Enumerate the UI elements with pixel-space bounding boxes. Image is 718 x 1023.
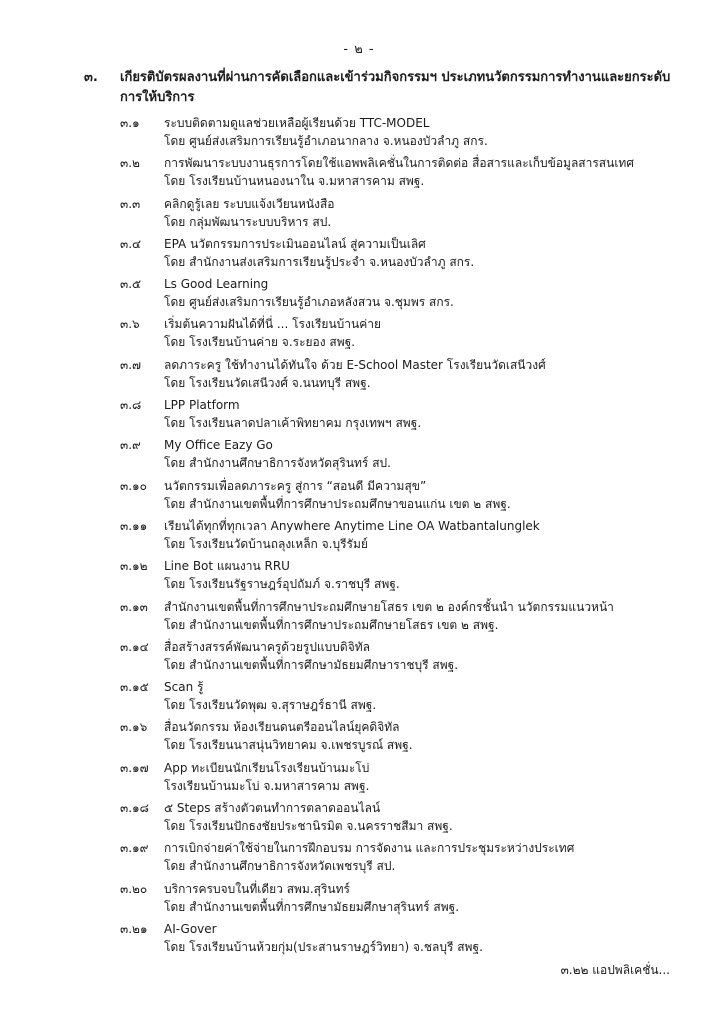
item-number: ๓.๑๓	[120, 599, 148, 614]
item-number: ๓.๑๒	[120, 559, 148, 574]
item-number: ๓.๕	[120, 277, 142, 292]
list-item	[120, 235, 690, 275]
item-title: Line Bot แผนงาน RRU	[164, 559, 290, 574]
item-number: ๓.๖	[120, 317, 140, 332]
item-number: ๓.๑๐	[120, 478, 147, 493]
item-title: สื่อนวัตกรรม ห้องเรียนดนตรีออนไลน์ยุคดิจิทัล	[164, 720, 400, 735]
item-number: ๓.๓	[120, 196, 141, 211]
item-title: App ทะเบียนนักเรียนโรงเรียนบ้านมะโบ่	[164, 760, 370, 775]
list-item	[120, 396, 690, 436]
list-item	[120, 315, 690, 355]
item-organization: โดย โรงเรียนวัดเสนีวงศ์ จ.นนทบุรี สพฐ.	[164, 375, 371, 390]
item-number: ๓.๘	[120, 398, 142, 413]
item-organization: โดย สำนักงานส่งเสริมการเรียนรู้ประจำ จ.หนองบัวลำภู สกร.	[164, 254, 475, 269]
item-organization: โดย สำนักงานเขตพื้นที่การศึกษาประถมศึกษายโสธร เขต ๒ สพฐ.	[164, 617, 499, 632]
item-number: ๓.๑	[120, 116, 140, 130]
item-title: LPP Platform	[164, 398, 240, 413]
list-item	[120, 557, 690, 597]
item-number: ๓.๑๘	[120, 801, 149, 816]
list-item	[120, 195, 690, 235]
item-organization: โดย โรงเรียนนาสนุ่นวิทยาคม จ.เพชรบูรณ์ สพฐ.	[164, 738, 413, 753]
item-title: ๕ Steps สร้างตัวตนทำการตลาดออนไลน์	[164, 801, 381, 816]
list-item	[120, 477, 690, 517]
item-organization: โดย โรงเรียนปักธงชัยประชานิรมิต จ.นครราชสีมา สพฐ.	[164, 819, 453, 834]
item-number: ๓.๑๖	[120, 720, 148, 735]
item-organization: โดย สำนักงานเขตพื้นที่การศึกษามัธยมศึกษาราชบุรี สพฐ.	[164, 657, 459, 672]
list-item	[120, 759, 690, 799]
list-item	[120, 839, 690, 879]
item-title: Ls Good Learning	[164, 277, 269, 292]
list-item	[120, 598, 690, 638]
list-item	[120, 718, 690, 758]
item-number: ๓.๑๗	[120, 760, 149, 775]
item-number: ๓.๒๑	[120, 921, 148, 936]
item-title: ลดภาระครู ใช้ทำงานได้ทันใจ ด้วย E-School Master โรงเรียนวัดเสนีวงศ์	[164, 357, 546, 372]
item-number: ๓.๑๑	[120, 518, 148, 533]
list-item	[120, 517, 690, 557]
item-organization: โดย กลุ่มพัฒนาระบบบริหาร สป.	[164, 214, 332, 229]
item-number: ๓.๒๐	[120, 881, 148, 896]
item-organization: โดย สำนักงานศึกษาธิการจังหวัดเพชรบุรี สป.	[164, 859, 396, 874]
item-organization: โดย โรงเรียนรัฐราษฎร์อุปถัมภ์ จ.ราชบุรี สพฐ.	[164, 577, 400, 592]
list-item	[120, 678, 690, 718]
item-organization: โรงเรียนบ้านมะโบ่ จ.มหาสารคาม สพฐ.	[164, 778, 370, 793]
list-item	[120, 638, 690, 678]
item-organization: โดย โรงเรียนวัดบ้านถลุงเหล็ก จ.บุรีรัมย์	[164, 536, 368, 551]
item-organization: โดย โรงเรียนบ้านห้วยกุ่ม(ประสานราษฎร์วิทยา) จ.ชลบุรี สพฐ.	[164, 939, 483, 954]
continuation-text: ๓.๒๒ แอปพลิเคชั่น...	[560, 963, 670, 977]
item-number: ๓.๒	[120, 156, 140, 171]
list-item	[120, 799, 690, 839]
list-item	[120, 920, 690, 960]
item-title: บริการครบจบในที่เดียว สพม.สุรินทร์	[164, 881, 350, 896]
item-title: คลิกดูรู้เลย ระบบแจ้งเวียนหนังสือ	[164, 196, 335, 211]
item-title: สื่อสร้างสรรค์พัฒนาครูด้วยรูปแบบดิจิทัล	[164, 639, 370, 654]
item-organization: โดย สำนักงานเขตพื้นที่การศึกษาประถมศึกษาขอนแก่น เขต ๒ สพฐ.	[164, 496, 511, 511]
section-heading	[84, 68, 684, 108]
item-organization: โดย โรงเรียนบ้านหนองนาใน จ.มหาสารคาม สพฐ.	[164, 174, 425, 189]
item-title: EPA นวัตกรรมการประเมินออนไลน์ สู่ความเป็นเลิศ	[164, 236, 426, 251]
item-title: การเบิกจ่ายค่าใช้จ่ายในการฝึกอบรม การจัดงาน และการประชุมระหว่างประเทศ	[164, 841, 575, 856]
item-number: ๓.๑๙	[120, 841, 149, 856]
item-title: เริ่มต้นความฝันได้ที่นี่ ... โรงเรียนบ้านค่าย	[164, 317, 382, 332]
item-title: เรียนได้ทุกที่ทุกเวลา Anywhere Anytime Line OA Watbantalunglek	[164, 518, 540, 533]
item-number: ๓.๙	[120, 438, 141, 453]
award-list	[120, 114, 690, 960]
item-organization: โดย สำนักงานเขตพื้นที่การศึกษามัธยมศึกษาสุรินทร์ สพฐ.	[164, 899, 460, 914]
item-organization: โดย โรงเรียนลาดปลาเค้าพิทยาคม กรุงเทพฯ สพฐ.	[164, 416, 422, 431]
list-item	[120, 275, 690, 315]
section-number: ๓.	[84, 70, 98, 85]
section-title: เกียรติบัตรผลงานที่ผ่านการคัดเลือกและเข้าร่วมกิจกรรมฯ ประเภทนวัตกรรมการทำงานและยกระดับการให้บริการ	[120, 70, 671, 105]
item-title: ระบบติดตามดูแลช่วยเหลือผู้เรียนด้วย TTC-MODEL	[164, 116, 430, 130]
item-title: Scan รู้	[164, 680, 204, 695]
page-number: - ๒ -	[343, 42, 375, 57]
item-title: My Office Eazy Go	[164, 438, 273, 453]
item-title: สำนักงานเขตพื้นที่การศึกษาประถมศึกษายโสธร เขต ๒ องค์กรชั้นนำ นวัตกรรมแนวหน้า	[164, 599, 614, 614]
list-item	[120, 880, 690, 920]
list-item	[120, 154, 690, 194]
item-number: ๓.๑๔	[120, 639, 149, 654]
item-title: AI-Gover	[164, 921, 217, 936]
item-title: นวัตกรรมเพื่อลดภาระครู สู่การ “สอนดี มีความสุข”	[164, 478, 427, 493]
item-number: ๓.๑๕	[120, 680, 149, 695]
item-organization: โดย โรงเรียนบ้านค่าย จ.ระยอง สพฐ.	[164, 335, 356, 350]
item-organization: โดย สำนักงานศึกษาธิการจังหวัดสุรินทร์ สป.	[164, 456, 391, 471]
list-item	[120, 114, 690, 154]
item-organization: โดย โรงเรียนวัดพุฒ จ.สุราษฎร์ธานี สพฐ.	[164, 698, 377, 713]
item-number: ๓.๗	[120, 357, 142, 372]
item-title: การพัฒนาระบบงานธุรการโดยใช้แอพพลิเคชั่นในการติดต่อ สื่อสารและเก็บข้อมูลสารสนเทศ	[164, 156, 634, 171]
list-item	[120, 436, 690, 476]
list-item	[120, 356, 690, 396]
item-organization: โดย ศูนย์ส่งเสริมการเรียนรู้อำเภอหลังสวน จ.ชุมพร สกร.	[164, 295, 454, 310]
item-number: ๓.๔	[120, 236, 142, 251]
item-organization: โดย ศูนย์ส่งเสริมการเรียนรู้อำเภอนากลาง จ.หนองบัวลำภู สกร.	[164, 134, 488, 148]
